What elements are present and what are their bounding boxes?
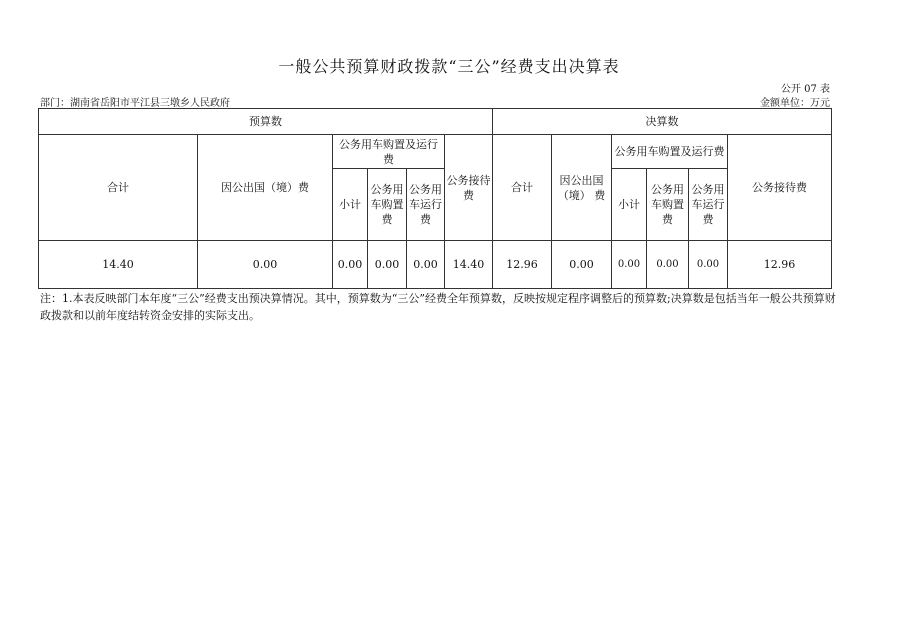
- final-reception-header: 公务接待费: [728, 135, 832, 241]
- budget-operation-value: 0.00: [407, 241, 445, 289]
- budget-reception-header: 公务接待费: [445, 135, 493, 241]
- footnote: 注：1.本表反映部门本年度“三公”经费支出预决算情况。其中，预算数为“三公”经费全年预算数，反映按规定程序调整后的预算数;决算数是包括当年一般公共预算财政拨款和以前年度结转资金安排的实际支出。: [40, 292, 836, 322]
- budget-subtotal-header: 小计: [333, 169, 368, 241]
- department-label: 部门：湖南省岳阳市平江县三墩乡人民政府: [40, 98, 230, 109]
- final-purchase-value: 0.00: [647, 241, 689, 289]
- final-operation-header: 公务用车运行费: [689, 169, 728, 241]
- budget-reception-value: 14.40: [445, 241, 493, 289]
- final-operation-value: 0.00: [689, 241, 728, 289]
- budget-operation-header: 公务用车运行费: [407, 169, 445, 241]
- final-header: 决算数: [493, 109, 832, 135]
- final-total-header: 合计: [493, 135, 552, 241]
- final-purchase-header: 公务用车购置费: [647, 169, 689, 241]
- budget-total-value: 14.40: [39, 241, 198, 289]
- header-row-1: [39, 109, 832, 135]
- budget-purchase-header: 公务用车购置费: [368, 169, 407, 241]
- budget-abroad-value: 0.00: [198, 241, 333, 289]
- final-subtotal-header: 小计: [612, 169, 647, 241]
- final-reception-value: 12.96: [728, 241, 832, 289]
- page-title: 一般公共预算财政拨款“三公”经费支出决算表: [278, 57, 620, 76]
- table-row: [39, 241, 832, 289]
- budget-vehicle-header: 公务用车购置及运行费: [333, 135, 445, 169]
- final-subtotal-value: 0.00: [612, 241, 647, 289]
- budget-total-header: 合计: [39, 135, 198, 241]
- budget-subtotal-value: 0.00: [333, 241, 368, 289]
- final-vehicle-header: 公务用车购置及运行费: [612, 135, 728, 169]
- budget-purchase-value: 0.00: [368, 241, 407, 289]
- unit-label: 金额单位：万元: [760, 98, 830, 109]
- three-public-expenses-table: [38, 108, 832, 289]
- final-abroad-header: 因公出国（境） 费: [552, 135, 612, 241]
- final-abroad-value: 0.00: [552, 241, 612, 289]
- final-total-value: 12.96: [493, 241, 552, 289]
- budget-abroad-header: 因公出国（境）费: [198, 135, 333, 241]
- header-row-2: [39, 135, 832, 169]
- form-number: 公开 07 表: [780, 84, 830, 95]
- budget-header: 预算数: [39, 109, 493, 135]
